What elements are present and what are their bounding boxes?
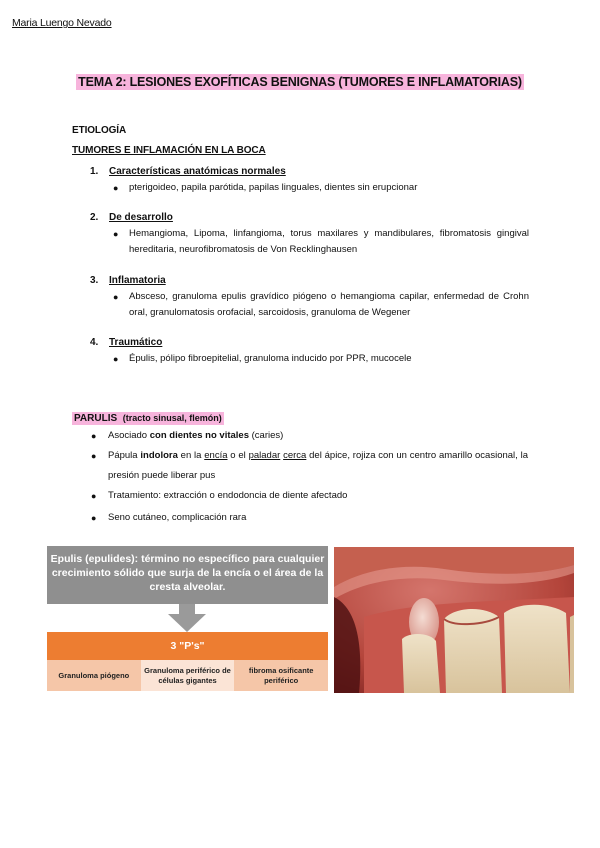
- gum-lesion-illustration: [334, 547, 574, 693]
- item-label: De desarrollo: [109, 212, 173, 223]
- item-bullet-text: Absceso, granuloma epulis gravídico piógeno o hemangioma capilar, enfermedad de Crohn oral, granulomatosis orofacial, sarcoidosis, granuloma de Wegener: [129, 291, 529, 318]
- p-cell: fibroma osificante periférico: [234, 660, 328, 691]
- heading-tumores: TUMORES E INFLAMACIÓN EN LA BOCA: [72, 145, 266, 156]
- page-title: TEMA 2: LESIONES EXOFÍTICAS BENIGNAS (TUMORES E INFLAMATORIAS): [78, 75, 522, 89]
- text: del ápice, rojiza con un centro amarillo ocasional, la presión puede liberar pus: [108, 450, 529, 481]
- text-bold: con dientes no vitales: [149, 430, 249, 441]
- three-ps-banner: 3 "P's": [47, 632, 328, 660]
- text: Asociado: [108, 430, 150, 441]
- bullet-icon: ●: [113, 354, 119, 364]
- parulis-bullet: [91, 446, 529, 486]
- text: Pápula: [108, 450, 141, 461]
- bullet-icon: ●: [91, 513, 97, 523]
- text: en la: [177, 450, 205, 461]
- item-bullet: [113, 289, 529, 321]
- bullet-icon: ●: [91, 431, 97, 441]
- parulis-heading: [72, 412, 224, 425]
- text: Tratamiento: extracción o endodoncia de diente afectado: [108, 490, 348, 501]
- bullet-icon: ●: [91, 451, 97, 461]
- item-label: Características anatómicas normales: [109, 166, 286, 177]
- p-cell: Granuloma piógeno: [47, 660, 141, 691]
- text-underlined: cerca: [283, 450, 307, 461]
- item-number: 3.: [90, 275, 99, 286]
- three-ps-row: [47, 660, 328, 691]
- epulis-definition: Epulis (epulides): término no específico para cualquier crecimiento sólido que surja de la encía o el área de la cresta alveolar.: [47, 546, 328, 604]
- bullet-icon: ●: [113, 292, 119, 302]
- bullet-icon: ●: [91, 491, 97, 501]
- item-bullet-text: Épulis, pólipo fibroepitelial, granuloma inducido por PPR, mucocele: [129, 353, 412, 364]
- item-number: 2.: [90, 212, 99, 223]
- bullet-icon: ●: [113, 183, 119, 193]
- item-label: Inflamatoria: [109, 275, 166, 286]
- text-underlined: paladar: [248, 450, 281, 461]
- epulis-infographic: [47, 546, 328, 692]
- text-underlined: encía: [204, 450, 228, 461]
- item-label: Traumático: [109, 337, 163, 348]
- arrow-down-icon: [168, 604, 206, 632]
- item-bullet: [113, 351, 529, 367]
- clinical-photo: [334, 547, 574, 693]
- item-bullet-text: pterigoideo, papila parótida, papilas linguales, dientes sin erupcionar: [129, 182, 418, 193]
- bullet-icon: ●: [113, 229, 119, 239]
- item-bullet: [113, 226, 529, 258]
- parulis-bullet: [91, 486, 528, 506]
- p-cell: Granuloma periférico de células gigantes: [141, 660, 235, 691]
- parulis-title: PARULIS: [74, 413, 118, 424]
- parulis-bullet: [91, 508, 528, 528]
- parulis-subtitle: (tracto sinusal, flemón): [122, 413, 222, 423]
- text-bold: indolora: [140, 450, 178, 461]
- item-number: 1.: [90, 166, 99, 177]
- text: (caries): [248, 430, 284, 441]
- author-name: Maria Luengo Nevado: [12, 17, 112, 29]
- item-bullet: [113, 180, 529, 196]
- text: Seno cutáneo, complicación rara: [108, 512, 247, 523]
- item-number: 4.: [90, 337, 99, 348]
- parulis-bullet: [91, 426, 528, 446]
- page-title-wrap: [0, 73, 600, 91]
- heading-etiologia: ETIOLOGÍA: [72, 125, 127, 136]
- item-bullet-text: Hemangioma, Lipoma, linfangioma, torus maxilares y mandibulares, fibromatosis gingival hereditaria, neurofibromatosis de Von Recklinghausen: [129, 228, 529, 255]
- text: o el: [227, 450, 249, 461]
